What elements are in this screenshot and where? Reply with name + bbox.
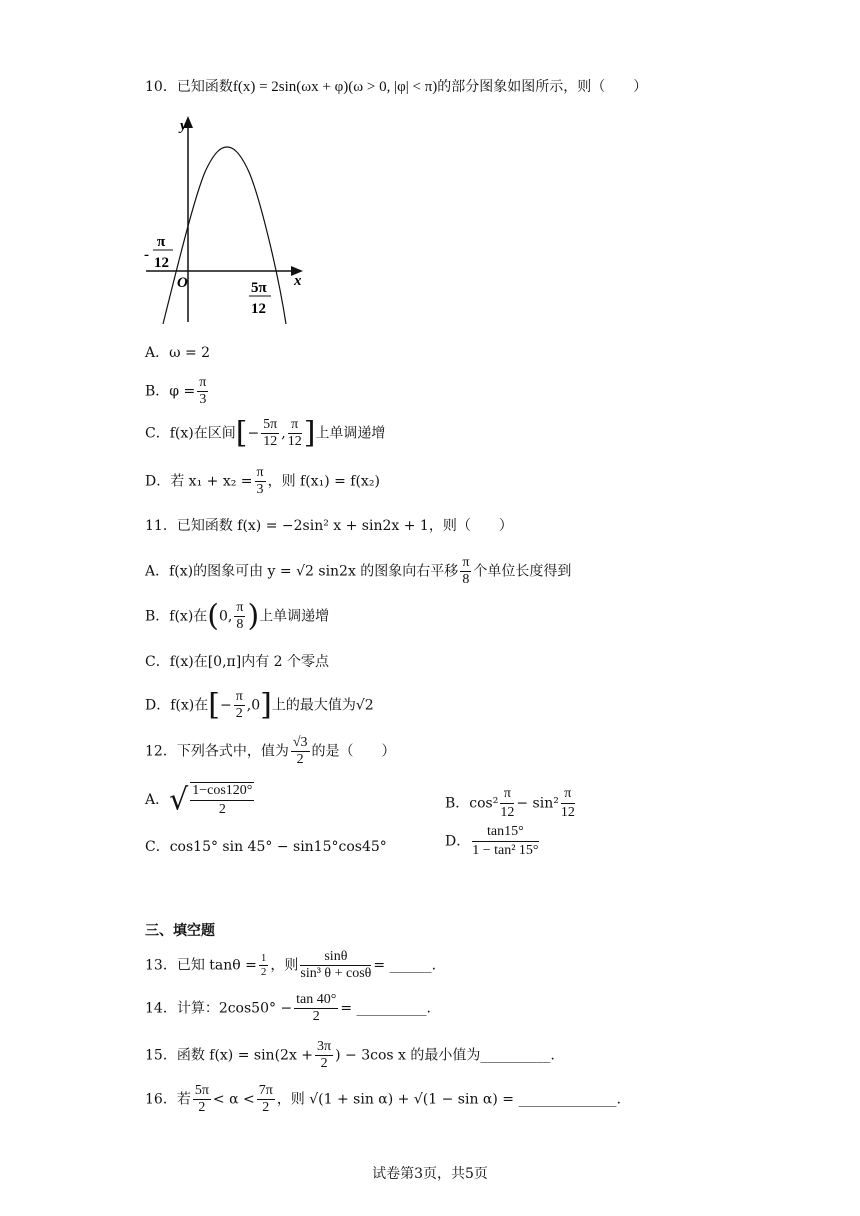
q10-option-b: B．φ = $\frac{\pi}{3}$ [145, 375, 207, 407]
q11-option-d: D．f(x)在[− $\frac{\pi}{2}$ ,0]上的最大值为√2 [145, 687, 374, 723]
q10-option-d: D．若 x₁ + x₂ = $\frac{\pi}{3}$ ，则 f(x₁) = f(x₂) [145, 465, 380, 497]
q10-stem: 10．已知函数f(x) = 2sin(ωx + φ)(ω > 0, |φ| < π)的部分图象如图所示，则（ ） [145, 79, 648, 95]
q12-option-a: A．√ $\frac{1-\cos 120^\circ}{2}$ [145, 782, 253, 818]
section-title: 三、填空题 [145, 923, 215, 939]
left-tick-num: π [157, 234, 166, 250]
q15: 15．函数 f(x) = sin(2x + $\frac{3\pi}{2}$ ) − 3cos x 的最小值为__________. [145, 1039, 555, 1071]
left-tick-sign: - [144, 247, 149, 263]
q13: 13．已知 tanθ = $\frac{1}{2}$ ，则 $\frac{\sin\theta}{\text{sin³ θ + cosθ}}$ = ______. [145, 949, 437, 981]
x-axis-label: x [294, 273, 302, 289]
right-tick-den: 12 [251, 301, 266, 317]
q10-option-a: A．ω = 2 [145, 345, 211, 361]
y-axis-label: y [180, 118, 187, 134]
q16: 16．若 $\frac{5\pi}{2}$ < α < $\frac{7\pi}{2}$ ，则 √(1 + sin α) + √(1 − sin α) = ______________. [145, 1083, 621, 1115]
sine-curve [163, 147, 286, 324]
q11-stem: 11．已知函数 f(x) = −2sin² x + sin2x + 1，则（ ） [145, 518, 513, 534]
origin-label: O [177, 275, 188, 291]
q12-option-c: C．cos15° sin 45° − sin15°cos45° [145, 839, 387, 855]
q12-option-b: B．cos² $\frac{\pi}{12}$ − sin² $\frac{\pi}{12}$ [445, 786, 575, 820]
right-tick-num: 5π [251, 280, 267, 296]
q11-option-a: A．f(x)的图象可由 y = √2 sin2x 的图象向右平移 $\frac{\pi}{8}$ 个单位长度得到 [145, 555, 572, 587]
q12-stem: 12．下列各式中，值为 $\frac{√3}{2}$ 的是（ ） [145, 735, 396, 767]
q14: 14．计算：2cos50° − $\frac{\tan 40^\circ}{2}$ = __________. [145, 992, 432, 1024]
q10-option-c: C．f(x)在区间[− $\frac{5\pi}{12}$ , $\frac{\pi}{12}$ ]上单调递增 [145, 415, 386, 451]
q11-option-b: B．f(x)在(0, $\frac{\pi}{8}$ )上单调递增 [145, 598, 330, 634]
sine-graph [143, 112, 308, 324]
q12-option-d: D． $\frac{\tan 15^\circ}{\text{1 − tan² 15°}}$ [445, 824, 539, 858]
page-footer: 试卷第3页，共5页 [372, 1166, 488, 1182]
q11-option-c: C．f(x)在[0,π]内有 2 个零点 [145, 654, 330, 670]
left-tick-den: 12 [154, 255, 169, 271]
